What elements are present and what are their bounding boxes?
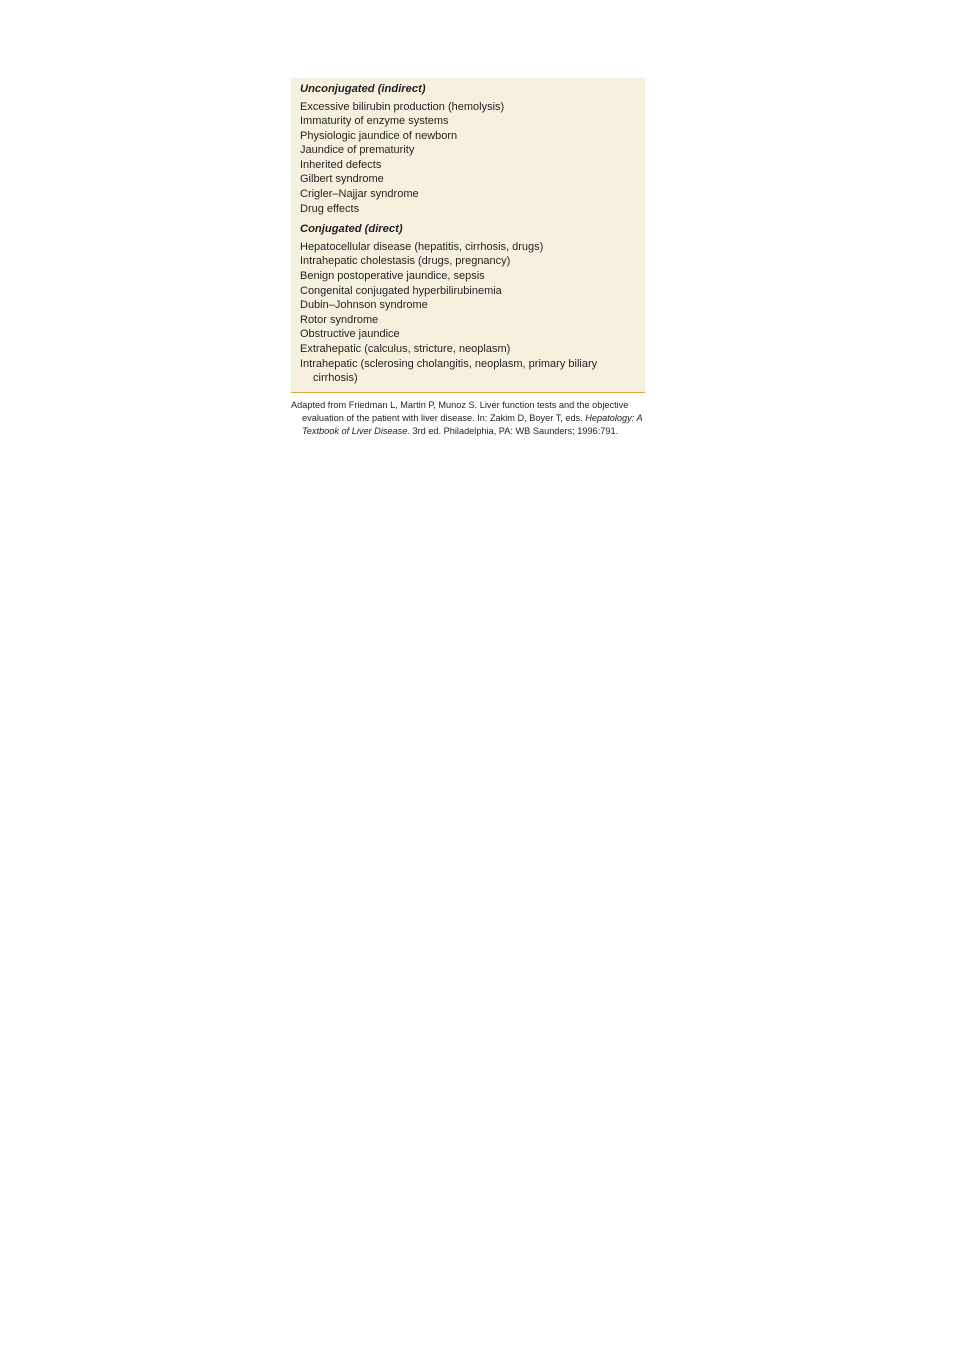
list-item: Immaturity of enzyme systems <box>300 115 449 128</box>
list-item: Intrahepatic cholestasis (drugs, pregnancy) <box>300 255 511 268</box>
list-item: Drug effects <box>300 202 360 215</box>
list-item: Intrahepatic (sclerosing cholangitis, neoplasm, primary biliary cirrhosis) <box>300 357 598 385</box>
bilirubin-table <box>291 78 645 393</box>
list-item: Jaundice of prematurity <box>300 144 415 157</box>
list-item: Gilbert syndrome <box>300 173 384 186</box>
section-heading: Unconjugated (indirect) <box>300 83 426 95</box>
source-text: Adapted from Friedman L, Martin P, Munoz S. Liver function tests and the objective evaluation of the patient with liver disease. In: Zakim D, Boyer T, eds. <box>291 400 629 424</box>
source-text-end: 3rd ed. Philadelphia, PA: WB Saunders; 1996:791. <box>409 426 619 437</box>
source-note <box>291 399 645 439</box>
source-book-title: Hepatology: A Textbook of Liver Disease. <box>302 413 643 437</box>
list-item: Rotor syndrome <box>300 313 379 326</box>
list-item: Inherited defects <box>300 158 382 171</box>
list-item: Congenital conjugated hyperbilirubinemia <box>300 284 502 297</box>
unconjugated-section <box>300 82 645 216</box>
list-item: Extrahepatic (calculus, stricture, neoplasm) <box>300 342 511 355</box>
list-item: Excessive bilirubin production (hemolysis) <box>300 100 505 113</box>
list-item: Hepatocellular disease (hepatitis, cirrhosis, drugs) <box>300 240 544 253</box>
list-item: Obstructive jaundice <box>300 328 400 341</box>
list-item: Crigler–Najjar syndrome <box>300 188 419 201</box>
list-item: Benign postoperative jaundice, sepsis <box>300 269 485 282</box>
conjugated-section <box>300 222 645 385</box>
list-item: Physiologic jaundice of newborn <box>300 129 458 142</box>
section-heading: Conjugated (direct) <box>300 223 403 236</box>
list-item: Dubin–Johnson syndrome <box>300 299 428 312</box>
